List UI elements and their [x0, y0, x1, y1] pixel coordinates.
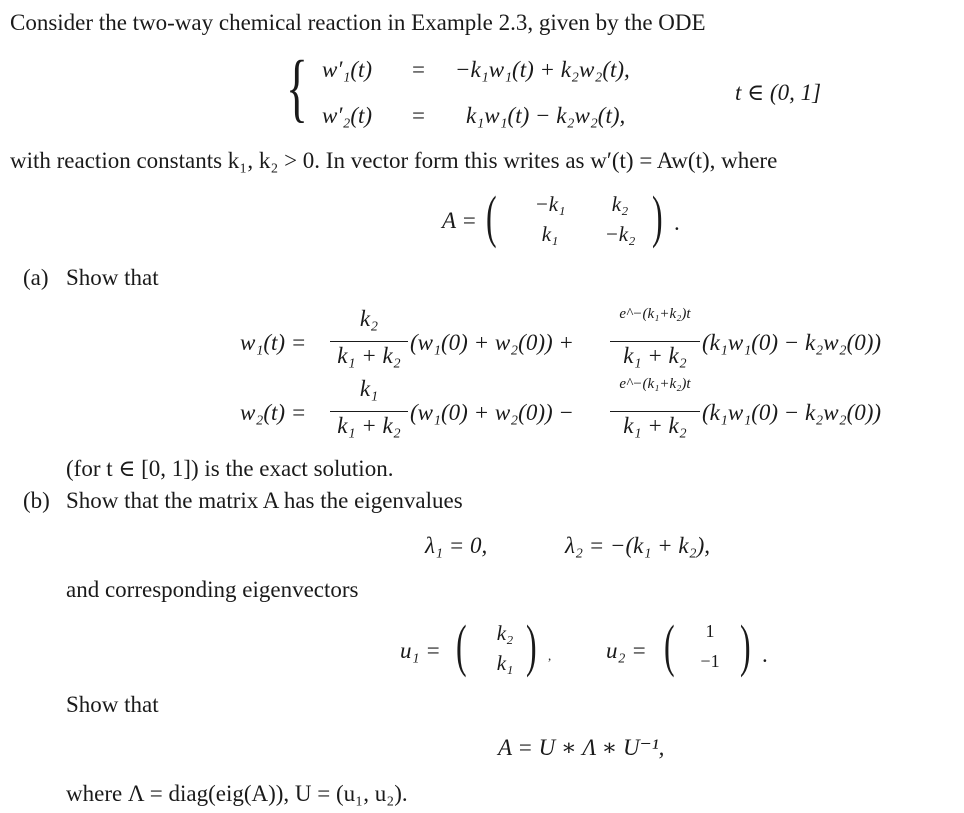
u1-bottom: k₁ — [496, 651, 514, 675]
where-line: where Λ = diag(eig(A)), U = (u₁, u₂). — [66, 781, 408, 806]
w2-lhs: w₂(t) = — [240, 400, 307, 425]
part-a-closing: (for t ∈ [0, 1]) is the exact solution. — [66, 456, 394, 481]
part-b-lead: Show that the matrix A has the eigenvalues — [66, 488, 463, 513]
w2-tail: (k₁w₁(0) − k₂w₂(0)) — [702, 400, 882, 425]
u2-label: u₂ = — [606, 638, 647, 663]
u2-right-paren: ) — [740, 613, 751, 678]
u2-top: 1 — [705, 621, 715, 641]
matrix-a-right-paren: ) — [652, 184, 663, 249]
part-b-show-that: Show that — [66, 692, 159, 717]
ode-row2-eq: = — [412, 103, 425, 128]
ode-row2-lhs: w′₂(t) — [322, 103, 373, 128]
w2-mid: (w₁(0) + w₂(0)) − — [410, 400, 574, 425]
w2-frac2-num: e^−(k₁+k₂)t — [619, 376, 691, 392]
w1-frac1-num: k₂ — [359, 306, 379, 331]
eigenvalue-lambda2: λ₂ = −(k₁ + k₂), — [565, 533, 710, 558]
matrix-a-end: . — [674, 210, 680, 235]
ode-domain: t ∈ (0, 1] — [735, 80, 822, 105]
u2-end: . — [762, 642, 768, 667]
w1-frac2-num: e^−(k₁+k₂)t — [619, 306, 691, 322]
part-b-label: (b) — [23, 488, 50, 513]
matrix-a-a22: −k₂ — [604, 222, 636, 246]
u1-end: , — [548, 648, 552, 663]
part-a-lead: Show that — [66, 265, 159, 290]
matrix-a-a12: k₂ — [611, 192, 629, 216]
u1-top: k₂ — [496, 621, 514, 645]
w2-frac1-num: k₁ — [359, 376, 379, 401]
w1-tail: (k₁w₁(0) − k₂w₂(0)) — [702, 330, 882, 355]
w1-mid: (w₁(0) + w₂(0)) + — [410, 330, 574, 355]
eigenvalue-lambda1: λ₁ = 0, — [425, 533, 488, 558]
u1-right-paren: ) — [526, 613, 537, 678]
w2-frac1-den: k₁ + k₂ — [337, 413, 401, 438]
ode-row1-lhs: w′₁(t) — [322, 57, 373, 82]
ode-row1-rhs: −k₁w₁(t) + k₂w₂(t), — [455, 57, 630, 82]
w1-frac1-den: k₁ + k₂ — [337, 343, 401, 368]
u1-left-paren: ( — [456, 613, 467, 678]
eigenvector-lead: and corresponding eigenvectors — [66, 577, 359, 602]
matrix-a-left-paren: ( — [486, 184, 497, 249]
part-a-label: (a) — [23, 265, 49, 290]
matrix-a-a21: k₁ — [541, 222, 559, 246]
u2-bottom: −1 — [700, 651, 720, 671]
w1-lhs: w₁(t) = — [240, 330, 307, 355]
u1-label: u₁ = — [400, 638, 441, 663]
matrix-a-label: A = — [442, 208, 477, 233]
ode-row1-eq: = — [412, 57, 425, 82]
vector-form-sentence: with reaction constants k₁, k₂ > 0. In vector form this writes as w′(t) = Aw(t), where — [10, 148, 778, 173]
left-brace: { — [286, 46, 308, 130]
w1-frac2-den: k₁ + k₂ — [623, 343, 687, 368]
matrix-a-a11: −k₁ — [534, 192, 566, 216]
decomposition: A = U ∗ Λ ∗ U⁻¹, — [498, 735, 665, 760]
ode-row2-rhs: k₁w₁(t) − k₂w₂(t), — [466, 103, 626, 128]
w2-frac2-den: k₁ + k₂ — [623, 413, 687, 438]
intro-sentence: Consider the two-way chemical reaction in Example 2.3, given by the ODE — [10, 10, 706, 35]
u2-left-paren: ( — [664, 613, 675, 678]
